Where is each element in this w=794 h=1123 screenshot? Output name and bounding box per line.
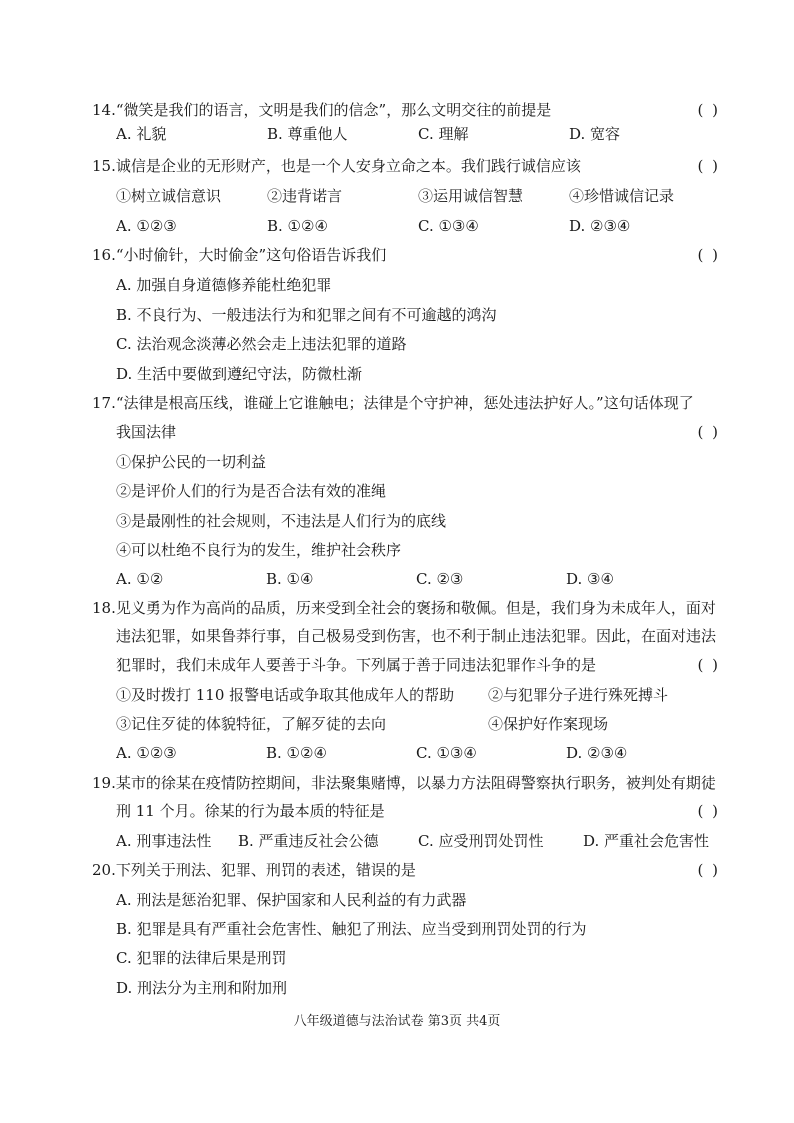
answer-bracket: ( ) <box>697 246 720 264</box>
option-a: A. 礼貌 <box>116 125 167 143</box>
option-a: A. ①②③ <box>116 744 177 762</box>
question-16-stem <box>92 242 720 268</box>
statement-item: ①保护公民的一切利益 <box>116 453 267 471</box>
question-18-stem-line2: 违法犯罪，如果鲁莽行事，自己极易受到伤害，也不利于制止违法犯罪。因此，在面对违法 <box>116 627 717 645</box>
option-b: B. ①②④ <box>267 217 328 235</box>
option-d: D. ②③④ <box>569 217 631 235</box>
question-18-items-row1 <box>116 682 720 708</box>
question-19-options <box>116 828 720 854</box>
option-c: C. ②③ <box>416 570 464 588</box>
option-d: D. 刑法分为主刑和附加刑 <box>116 979 288 997</box>
answer-bracket: ( ) <box>697 101 720 119</box>
option-d: D. 生活中要做到遵纪守法，防微杜渐 <box>116 365 363 383</box>
statement-item: ③记住歹徒的体貌特征，了解歹徒的去向 <box>116 715 387 733</box>
statement-item: ①树立诚信意识 <box>116 187 222 205</box>
question-14-options <box>116 121 720 147</box>
question-15-options <box>116 213 720 239</box>
statement-item: ③是最刚性的社会规则，不违法是人们行为的底线 <box>116 512 447 530</box>
option-c: C. ①③④ <box>416 744 477 762</box>
option-c: C. 理解 <box>418 125 469 143</box>
statement-item: ②是评价人们的行为是否合法有效的准绳 <box>116 482 387 500</box>
option-a: A. 刑法是惩治犯罪、保护国家和人民利益的有力武器 <box>116 891 467 909</box>
question-18-stem-line1: 18.见义勇为作为高尚的品质，历来受到全社会的褒扬和敬佩。但是，我们身为未成年人，面对 <box>92 599 716 617</box>
option-b: B. 犯罪是具有严重社会危害性、触犯了刑法、应当受到刑罚处罚的行为 <box>116 920 587 938</box>
question-text: 20.下列关于刑法、犯罪、刑罚的表述，错误的是 <box>92 861 416 879</box>
option-b: B. 严重违反社会公德 <box>238 832 379 850</box>
option-a: A. ①② <box>116 570 164 588</box>
statement-item: ②违背诺言 <box>267 187 343 205</box>
question-19-stem-line2 <box>116 798 720 824</box>
option-a: A. 加强自身道德修养能杜绝犯罪 <box>116 276 332 294</box>
statement-item: ④珍惜诚信记录 <box>569 187 675 205</box>
option-d: D. ②③④ <box>566 744 628 762</box>
statement-item: ①及时拨打 110 报警电话或争取其他成年人的帮助 <box>116 686 455 704</box>
option-d: D. ③④ <box>566 570 614 588</box>
answer-bracket: ( ) <box>697 861 720 879</box>
answer-bracket: ( ) <box>697 802 720 820</box>
page-footer: 八年级道德与法治试卷 第3页 共4页 <box>293 1014 501 1029</box>
option-c: C. 法治观念淡薄必然会走上违法犯罪的道路 <box>116 335 407 353</box>
option-a: A. ①②③ <box>116 217 177 235</box>
option-d: D. 严重社会危害性 <box>583 832 710 850</box>
question-20-stem <box>92 857 720 883</box>
question-15-items <box>116 183 720 209</box>
option-b: B. 尊重他人 <box>267 125 348 143</box>
option-c: C. 应受刑罚处罚性 <box>418 832 544 850</box>
question-15-stem <box>92 153 720 179</box>
answer-bracket: ( ) <box>697 157 720 175</box>
question-text: 刑 11 个月。徐某的行为最本质的特征是 <box>116 802 385 820</box>
option-b: B. ①②④ <box>266 744 327 762</box>
statement-item: ②与犯罪分子进行殊死搏斗 <box>488 686 669 704</box>
question-text: 17.“法律是根高压线，谁碰上它谁触电；法律是个守护神，惩处违法护好人。”这句话体现了 <box>92 394 694 412</box>
question-17-options <box>116 566 720 592</box>
question-17-stem-line1 <box>92 390 720 416</box>
option-a: A. 刑事违法性 <box>116 832 212 850</box>
question-text: 16.“小时偷针，大时偷金”这句俗语告诉我们 <box>92 246 387 264</box>
option-d: D. 宽容 <box>569 125 621 143</box>
question-18-items-row2 <box>116 711 720 737</box>
question-text: 14.“微笑是我们的语言，文明是我们的信念”，那么文明交往的前提是 <box>92 101 552 119</box>
question-18-stem-line3 <box>116 652 720 678</box>
option-b: B. 不良行为、一般违法行为和犯罪之间有不可逾越的鸿沟 <box>116 306 497 324</box>
question-text: 我国法律 <box>116 423 177 441</box>
question-18-options <box>116 740 720 766</box>
option-c: C. 犯罪的法律后果是刑罚 <box>116 949 287 967</box>
answer-bracket: ( ) <box>697 656 720 674</box>
question-17-stem-line2 <box>116 419 720 445</box>
question-14-stem <box>92 97 720 123</box>
statement-item: ③运用诚信智慧 <box>418 187 524 205</box>
answer-bracket: ( ) <box>697 423 720 441</box>
question-text: 犯罪时，我们未成年人要善于斗争。下列属于善于同违法犯罪作斗争的是 <box>116 656 597 674</box>
question-19-stem-line1: 19.某市的徐某在疫情防控期间，非法聚集赌博，以暴力方法阻碍警察执行职务，被判处有期徒 <box>92 774 716 792</box>
option-b: B. ①④ <box>266 570 314 588</box>
question-text: 15.诚信是企业的无形财产，也是一个人安身立命之本。我们践行诚信应该 <box>92 157 581 175</box>
statement-item: ④可以杜绝不良行为的发生，维护社会秩序 <box>116 541 402 559</box>
statement-item: ④保护好作案现场 <box>488 715 609 733</box>
option-c: C. ①③④ <box>418 217 479 235</box>
